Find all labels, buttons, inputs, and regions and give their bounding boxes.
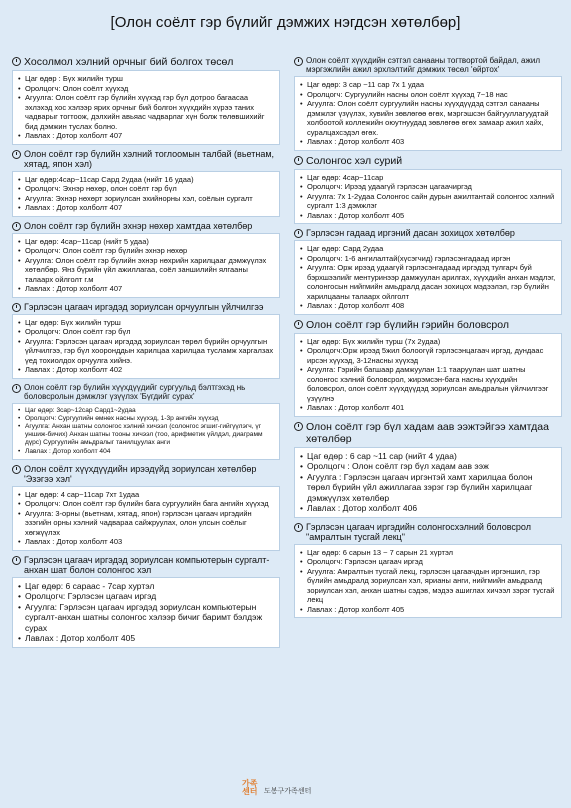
- detail-item: • Оролцогч: Олон соёлт хүүхэд: [18, 84, 274, 94]
- logo-text: 도봉구가족센터: [264, 788, 312, 795]
- clock-icon: [12, 303, 21, 312]
- program-title-text: Олон соёлт гэр бүл хадам аав ээжтэйгээ хамтдаа хөтөлбөр: [306, 420, 549, 445]
- detail-item: • Агуулга: Олон соёлт гэр бүлийн эхнэр нөхрийн харилцааг дэмжүүлэх хөтөлбөр. Янз бүрийн үйл ажиллагаа, соёл заншилийн ялгааны талаарх ойлголт г.м: [18, 256, 274, 285]
- clock-icon: [294, 156, 303, 165]
- program-details: [294, 333, 562, 417]
- detail-item: • Лавлах : Дотор холболт 403: [18, 537, 274, 547]
- program-details: [12, 403, 280, 460]
- program-section: [294, 56, 562, 151]
- program-title: [12, 221, 280, 231]
- detail-item: • Оролцогч: Олон соёлт гэр бүл: [18, 327, 274, 337]
- program-title-text: Хосолмол хэлний орчныг бий болгох төсөл: [24, 56, 234, 68]
- detail-item: • Агуулга: 3-орны (вьетнам, хятад, япон) гэрлэсэн цагаач иргэдийн эзэгийн орны хэлний чадвараа сайжруулах, олон улсын соёлыг хөгжүүлэх: [18, 509, 274, 538]
- detail-item: • Оролцогч: Эхнэр нөхөр, олон соёлт гэр бүл: [18, 184, 274, 194]
- program-title: [294, 319, 562, 331]
- detail-item: • Цаг өдөр: 3 сар ~11 сар 7х 1 удаа: [300, 80, 556, 90]
- detail-item: • Агуулга: Орж ирээд удаагүй гэрлэсэнгадаад иргэдэд тулгарч буй бэрхшээлийг ментуринээр дамжуулан арилгах, хүүхдийн анхан мэдлэг, солонгосын нийгмийн амьдралд дасан зохицох мэдээлэл, гэр бүлийн харилцааны талаарх ойлголт: [300, 263, 556, 301]
- detail-item: • Агуулга: Эхнэр нөхөрт зориулсан эхийнорны хэл, соёлын сургалт: [18, 194, 274, 204]
- detail-item: • Лавлах : Дотор холболт 406: [300, 503, 556, 514]
- clock-icon: [12, 556, 21, 565]
- detail-item: • Агуулга: Олон соёлт гэр бүлийн хүүхэд гэр бүл дотроо багаасаа эхлэхэд хос хэлээр ярих орчныг бий болгон хүүхдийн хүрээ таних чадварыг тогтоож, дэлхийн авьяас чадварлаг хүн болж төлөвшихийг бид дэмжин туслах болно.: [18, 93, 274, 131]
- detail-item: • Оролцогч: Олон соёлт гэр бүлийн бага сургуулийн бага ангийн хүүхэд: [18, 499, 274, 509]
- program-title-text: Олон соёлт гэр бүлийн хүүхдүүдийг сургуульд бэлтгэхэд нь боловсролын дэмжлэг үзүүлэх 'Бүгдийг сурах': [24, 382, 246, 401]
- detail-item: • Цаг өдөр: 3сар~12сар Сард1~2удаа: [18, 407, 274, 415]
- clock-icon: [294, 229, 303, 238]
- page-title: [Олон соёлт гэр бүлийг дэмжих нэгдсэн хөтөлбөр]: [110, 14, 461, 31]
- program-section: [12, 383, 280, 460]
- detail-item: • Оролцогч:Орж ирээд 5жил болоогүй гэрлэсэнцагаач иргэд, дундаас ирсэн хүүхэд, 3-12насны хүүхэд: [300, 346, 556, 365]
- program-title-text: Олон соёлт хүүхдийн сэтгэл санааны тогтвортой байдал, ажил мэргэжлийн ажил эрхлэлтийг дэмжих төсөл 'өйртох': [306, 56, 540, 74]
- program-title: [12, 383, 280, 401]
- program-title-text: Олон соёлт хүүхдүүдийн ирээдүйд зориулсан хөтөлбөр 'Эзэгээ хэл': [24, 463, 257, 484]
- detail-item: • Цаг өдөр: 4сар~11сар (нийт 5 удаа): [18, 237, 274, 247]
- program-title-text: Олон соёлт гэр бүлийн эхнэр нөхөр хамтдаа хөтөлбөр: [24, 220, 253, 231]
- clock-icon: [12, 222, 21, 231]
- detail-item: • Лавлах : Дотор холболт 405: [18, 633, 274, 644]
- detail-item: • Агуулга: Гэрийн багшаар дамжуулан 1:1 тааруулан шат шатны солонгос хэлний боловсрол, жирэмсэн-бага насны хүүхдийн боловсрол, олон соёлт хүүхдүүдэд зориулсан амьдралын үйлчилгээг үзүүлнэ: [300, 365, 556, 403]
- clock-icon: [294, 523, 303, 532]
- program-title-text: Гэрлэсэн цагаач иргэдийн солонгосхэлний боловсрол "амралтын тусгай лекц": [306, 521, 531, 542]
- program-title: [294, 421, 562, 445]
- program-section: [12, 302, 280, 379]
- program-title: [12, 302, 280, 312]
- detail-item: • Лавлах : Дотор холболт 407: [18, 203, 274, 213]
- program-title: [12, 56, 280, 68]
- detail-item: • Оролцогч: 1-6 ангилалтай(хүсэгчид) гэрлэсэнгадаад иргэн: [300, 254, 556, 264]
- program-title-text: Гэрлэсэн гадаад иргэний дасан зохицох хөтөлбөр: [306, 228, 515, 238]
- program-title: [294, 522, 562, 542]
- program-details: [12, 171, 280, 217]
- program-section: [12, 555, 280, 648]
- detail-item: • Оролцогч : Олон соёлт гэр бүл хадам аав ээж: [300, 461, 556, 472]
- logo-mark: 가족센터: [242, 779, 258, 796]
- detail-item: • Оролцогч: Ирээд удаагүй гэрлэсэн цагаачиргэд: [300, 182, 556, 192]
- program-title-text: Олон соёлт гэр бүлийн гэрийн боловсрол: [306, 318, 509, 331]
- program-title: [12, 555, 280, 575]
- organization-logo: [242, 778, 332, 804]
- detail-item: • Агуулга: Гэрлэсэн цагаач иргэдэд зориулсан төрөл бүрийн орчуулгын үйлчилгээ, гэр бүл хооронддын харилцаа харилцаа тусламж харгалзах үед тохиолдох орчуулга хийнэ.: [18, 337, 274, 366]
- detail-item: • Цаг өдөр : 6 сар ~11 сар (нийт 4 удаа): [300, 451, 556, 462]
- program-section: [12, 221, 280, 298]
- detail-item: • Агуулга : Гэрлэсэн цагаач иргэнтэй хамт харилцаа болон төрөл бүрийн үйл ажиллагаа зэрэг гэр бүлийн харилцааг дэмжүүлэх хөтөлбөр: [300, 472, 556, 504]
- clock-icon: [294, 422, 303, 431]
- clock-icon: [12, 384, 21, 393]
- program-title-text: Гэрлэсэн цагаач иргэдэд зориулсан компьютерын сургалт-анхан шат болон солонгос хэл: [24, 554, 270, 575]
- detail-item: • Агуулга: Гэрлэсэн цагаач иргэдэд зориулсан компьютерын сургалт-анхан шатны солонгос хэлээр бичиг баримт бэлдэж сурах: [18, 602, 274, 634]
- detail-item: • Оролцогч: Олон соёлт гэр бүлийн эхнэр нөхөр: [18, 246, 274, 256]
- detail-item: • Агуулга: 7х 1-2удаа Солонгос сайн дурын ажилтантай солонгос хэлний сургалт 1:3 дэмжлэг: [300, 192, 556, 211]
- clock-icon: [294, 57, 303, 66]
- program-section: [12, 464, 280, 551]
- detail-item: • Лавлах : Дотор холболт 404: [18, 448, 274, 456]
- clock-icon: [12, 57, 21, 66]
- detail-item: • Лавлах : Дотор холболт 405: [300, 605, 556, 615]
- clock-icon: [12, 465, 21, 474]
- program-section: [294, 421, 562, 518]
- right-column: [294, 56, 562, 622]
- program-title-text: Олон соёлт гэр бүлийн хэлний тоглоомын талбай (вьетнам, хятад, япон хэл): [24, 148, 275, 169]
- program-section: [294, 319, 562, 417]
- detail-item: • Оролцогч: Гэрлэсэн цагаач иргэд: [300, 557, 556, 567]
- detail-item: • Агуулга: Анхан шатны солонгос хэлний хичээл (солонгос эгшиг-гийгүүлэгч, үг уншиж-бичих) Анхан шатны тооны хичээл (тоо, арифметик үйлдэл, диаграмм дүрс) Сургуулийн амьдралыг танилцуулах анги: [18, 423, 274, 448]
- program-title: [294, 155, 562, 167]
- detail-item: • Лавлах : Дотор холболт 402: [18, 365, 274, 375]
- program-details: [12, 314, 280, 379]
- detail-item: • Цаг өдөр: Бүх жилийн турш: [18, 318, 274, 328]
- program-section: [12, 149, 280, 217]
- detail-item: • Лавлах : Дотор холболт 403: [300, 137, 556, 147]
- detail-item: • Лавлах : Дотор холболт 408: [300, 301, 556, 311]
- detail-item: • Лавлах : Дотор холболт 401: [300, 403, 556, 413]
- program-section: [294, 155, 562, 225]
- detail-item: • Цаг өдөр: 6 сарын 13 ~ 7 сарын 21 хүртэл: [300, 548, 556, 558]
- program-title-text: Гэрлэсэн цагаач иргэдэд зориулсан орчуулгын үйлчилгээ: [24, 301, 264, 312]
- detail-item: • Оролцогч: Сургуулийн насны олон соёлт хүүхэд 7~18 нас: [300, 90, 556, 100]
- detail-item: • Лавлах : Дотор холболт 407: [18, 284, 274, 294]
- program-details: [294, 447, 562, 518]
- program-section: [294, 228, 562, 315]
- program-details: [294, 544, 562, 619]
- left-column: [12, 56, 280, 652]
- clock-icon: [294, 320, 303, 329]
- program-title: [12, 464, 280, 484]
- program-title: [294, 56, 562, 74]
- program-title-text: Солонгос хэл сурий: [306, 154, 403, 167]
- program-details: [294, 76, 562, 151]
- detail-item: • Цаг өдөр: 4сар~11сар: [300, 173, 556, 183]
- detail-item: • Оролцогч: Гэрлэсэн цагаач иргэд: [18, 591, 274, 602]
- detail-item: • Цаг өдөр: Сард 2удаа: [300, 244, 556, 254]
- detail-item: • Цаг өдөр: 6 сараас - 7сар хуртэл: [18, 581, 274, 592]
- program-title: [294, 228, 562, 238]
- detail-item: • Агуулга: Олон соёлт сургуулийн насны хүүхдүүдэд сэтгэл санааны дэмжлэг үзүүлэх, хувийн зөвлөгөө өгөх, мэргэшсэн байгууллагуудтай холбоотой коллежийн оюутнуудад зөвлөгөө өгөх замаар ажил хайх, суралцахсэдэл өгөх.: [300, 99, 556, 137]
- program-details: [12, 577, 280, 648]
- detail-item: • Агуулга: Амралтын тусгай лекц, гэрлэсэн цагаачдын иргэншил, гэр бүлийн амьдралд зориулсан хэл, ярианы анги, нийгмийн амьдралд зориулсан хэл, анхан шатны сэдэв, мэдээ ашиглах хичээл зэрэг тусгай лекц: [300, 567, 556, 605]
- program-details: [12, 486, 280, 551]
- clock-icon: [12, 150, 21, 159]
- program-details: [12, 70, 280, 145]
- detail-item: • Цаг өдөр: 4 сар~11сар 7хт 1удаа: [18, 490, 274, 500]
- detail-item: • Цаг өдөр:4сар~11сар Сард 2удаа (нийт 16 удаа): [18, 175, 274, 185]
- program-details: [12, 233, 280, 298]
- detail-item: • Цаг өдөр : Бүх жилийн турш: [18, 74, 274, 84]
- program-details: [294, 169, 562, 225]
- detail-item: • Оролцогч: Сургуулийн өмнөх насны хүүхэд, 1-3р ангийн хүүхэд: [18, 415, 274, 423]
- detail-item: • Цаг өдөр: Бүх жилийн турш (7х 2удаа): [300, 337, 556, 347]
- program-title: [12, 149, 280, 169]
- program-details: [294, 240, 562, 315]
- program-section: [12, 56, 280, 145]
- program-section: [294, 522, 562, 619]
- detail-item: • Лавлах : Дотор холболт 405: [300, 211, 556, 221]
- detail-item: • Лавлах : Дотор холболт 407: [18, 131, 274, 141]
